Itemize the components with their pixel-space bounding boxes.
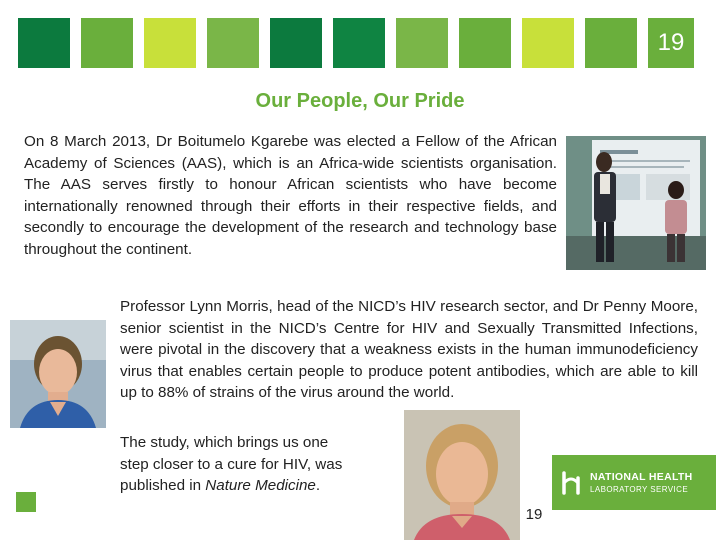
study-published-prefix: published in — [120, 477, 206, 494]
header-square — [270, 18, 322, 68]
header-square — [333, 18, 385, 68]
paragraph-fellow-announcement: On 8 March 2013, Dr Boitumelo Kgarebe was elected a Fellow of the African Academy of Sciences (AAS), which is an Africa-wide scientists organisation. The AAS serves firstly to honour African scientists who have become internationally renowned through their efforts in their respective fields, and secondly to encourage the development of the research and technology base throughout the continent. — [24, 133, 557, 258]
nhls-logo-icon — [552, 455, 590, 510]
journal-name: Nature Medicine — [205, 477, 316, 494]
footer-page-number: 19 — [525, 506, 543, 523]
nhls-logo — [552, 455, 716, 510]
portrait-photo-lynn-morris — [10, 320, 106, 428]
slide-number-badge: 19 — [648, 18, 694, 68]
header-square — [522, 18, 574, 68]
conference-photo — [566, 136, 706, 270]
logo-title: NATIONAL HEALTH — [590, 471, 693, 483]
study-line-1: The study, which brings us one — [120, 434, 329, 451]
header-square — [396, 18, 448, 68]
header-square — [585, 18, 637, 68]
logo-subtitle: LABORATORY SERVICE — [590, 485, 689, 494]
portrait-photo-penny-moore — [404, 410, 520, 540]
decorative-square — [16, 492, 36, 512]
paragraph-study-note — [120, 432, 398, 497]
header-square — [18, 18, 70, 68]
study-end-punctuation: . — [315, 477, 321, 494]
header-square — [207, 18, 259, 68]
study-line-2: step closer to a cure for HIV, was — [120, 455, 343, 473]
paragraph-hiv-research: Professor Lynn Morris, head of the NICD’s HIV research sector, and Dr Penny Moore, senior scientist in the NICD’s Centre for HIV and Sexually Transmitted Infections, were pivotal in the discovery that a weakness exists in the human immunodeficiency virus that enables certain people to produce potent antibodies, which are able to kill up to 88% of strains of the virus around the world. — [120, 298, 698, 401]
header-square — [81, 18, 133, 68]
header-square — [144, 18, 196, 68]
header-square — [459, 18, 511, 68]
page-title: Our People, Our Pride — [255, 90, 465, 112]
